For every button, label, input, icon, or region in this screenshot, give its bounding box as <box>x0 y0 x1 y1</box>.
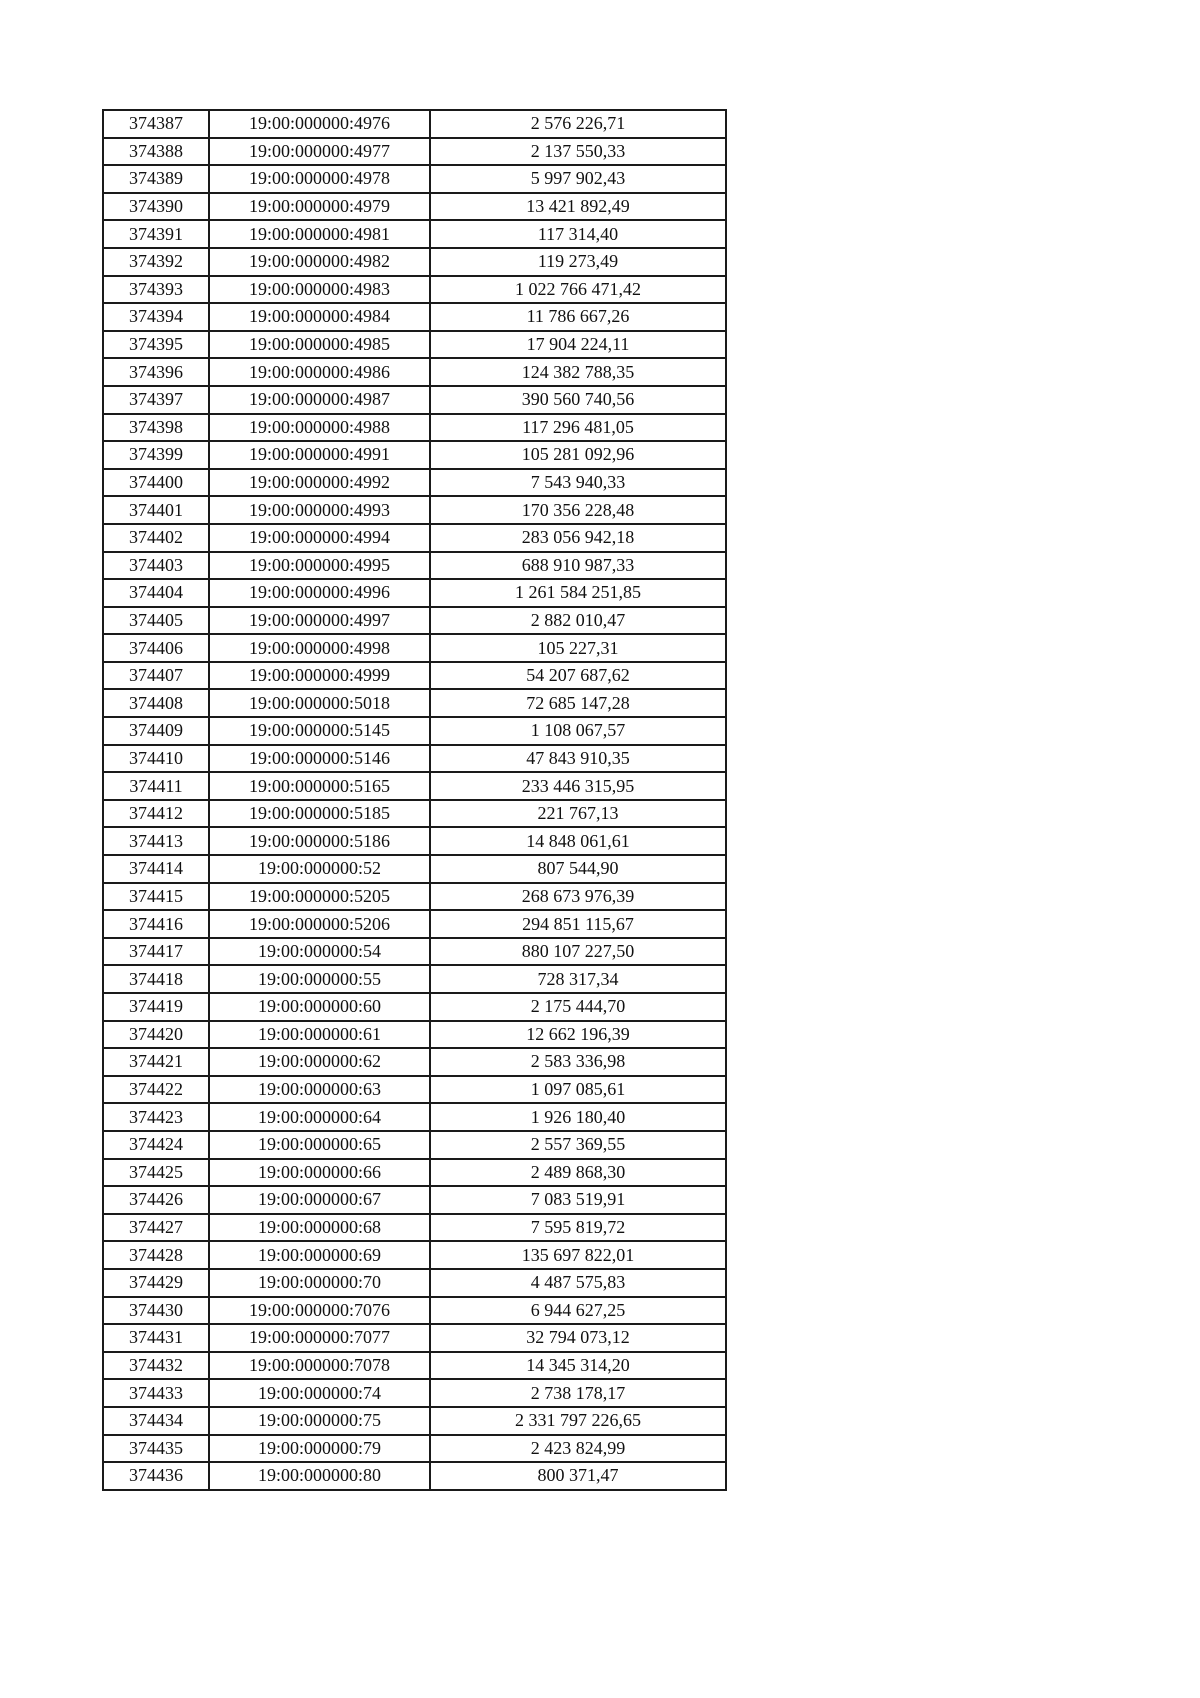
row-number-cell: 374429 <box>103 1269 209 1297</box>
cadastral-number-cell: 19:00:000000:74 <box>209 1379 430 1407</box>
row-number-cell: 374393 <box>103 276 209 304</box>
table-row <box>103 1103 726 1131</box>
cadastral-number-cell: 19:00:000000:62 <box>209 1048 430 1076</box>
value-cell: 233 446 315,95 <box>430 772 726 800</box>
row-number-cell: 374391 <box>103 220 209 248</box>
value-cell: 11 786 667,26 <box>430 303 726 331</box>
cadastral-number-cell: 19:00:000000:66 <box>209 1159 430 1187</box>
cadastral-number-cell: 19:00:000000:4988 <box>209 414 430 442</box>
row-number-cell: 374431 <box>103 1324 209 1352</box>
value-cell: 2 423 824,99 <box>430 1435 726 1463</box>
cadastral-number-cell: 19:00:000000:4978 <box>209 165 430 193</box>
value-cell: 72 685 147,28 <box>430 689 726 717</box>
cadastral-number-cell: 19:00:000000:67 <box>209 1186 430 1214</box>
value-cell: 807 544,90 <box>430 855 726 883</box>
row-number-cell: 374433 <box>103 1379 209 1407</box>
row-number-cell: 374419 <box>103 993 209 1021</box>
row-number-cell: 374432 <box>103 1352 209 1380</box>
row-number-cell: 374403 <box>103 552 209 580</box>
data-table <box>102 109 727 1491</box>
value-cell: 7 083 519,91 <box>430 1186 726 1214</box>
value-cell: 2 175 444,70 <box>430 993 726 1021</box>
value-cell: 294 851 115,67 <box>430 910 726 938</box>
row-number-cell: 374435 <box>103 1435 209 1463</box>
table-row <box>103 331 726 359</box>
value-cell: 1 022 766 471,42 <box>430 276 726 304</box>
table-row <box>103 1379 726 1407</box>
cadastral-number-cell: 19:00:000000:5146 <box>209 745 430 773</box>
table-row <box>103 745 726 773</box>
table-row <box>103 689 726 717</box>
cadastral-number-cell: 19:00:000000:4976 <box>209 110 430 138</box>
row-number-cell: 374424 <box>103 1131 209 1159</box>
table-row <box>103 1297 726 1325</box>
cadastral-number-cell: 19:00:000000:65 <box>209 1131 430 1159</box>
row-number-cell: 374426 <box>103 1186 209 1214</box>
value-cell: 2 576 226,71 <box>430 110 726 138</box>
value-cell: 2 738 178,17 <box>430 1379 726 1407</box>
cadastral-number-cell: 19:00:000000:7078 <box>209 1352 430 1380</box>
value-cell: 1 926 180,40 <box>430 1103 726 1131</box>
cadastral-number-cell: 19:00:000000:75 <box>209 1407 430 1435</box>
row-number-cell: 374397 <box>103 386 209 414</box>
row-number-cell: 374398 <box>103 414 209 442</box>
table-row <box>103 607 726 635</box>
value-cell: 54 207 687,62 <box>430 662 726 690</box>
row-number-cell: 374407 <box>103 662 209 690</box>
table-row <box>103 1241 726 1269</box>
cadastral-number-cell: 19:00:000000:7077 <box>209 1324 430 1352</box>
cadastral-number-cell: 19:00:000000:5206 <box>209 910 430 938</box>
row-number-cell: 374399 <box>103 441 209 469</box>
row-number-cell: 374402 <box>103 524 209 552</box>
value-cell: 2 583 336,98 <box>430 1048 726 1076</box>
row-number-cell: 374408 <box>103 689 209 717</box>
value-cell: 800 371,47 <box>430 1462 726 1490</box>
cadastral-number-cell: 19:00:000000:5165 <box>209 772 430 800</box>
value-cell: 2 489 868,30 <box>430 1159 726 1187</box>
value-cell: 4 487 575,83 <box>430 1269 726 1297</box>
row-number-cell: 374418 <box>103 965 209 993</box>
table-row <box>103 772 726 800</box>
value-cell: 7 595 819,72 <box>430 1214 726 1242</box>
row-number-cell: 374420 <box>103 1021 209 1049</box>
table-row <box>103 938 726 966</box>
value-cell: 117 296 481,05 <box>430 414 726 442</box>
row-number-cell: 374394 <box>103 303 209 331</box>
value-cell: 221 767,13 <box>430 800 726 828</box>
table-row <box>103 1021 726 1049</box>
cadastral-number-cell: 19:00:000000:61 <box>209 1021 430 1049</box>
cadastral-number-cell: 19:00:000000:69 <box>209 1241 430 1269</box>
value-cell: 13 421 892,49 <box>430 193 726 221</box>
row-number-cell: 374430 <box>103 1297 209 1325</box>
cadastral-number-cell: 19:00:000000:55 <box>209 965 430 993</box>
row-number-cell: 374411 <box>103 772 209 800</box>
cadastral-number-cell: 19:00:000000:60 <box>209 993 430 1021</box>
row-number-cell: 374405 <box>103 607 209 635</box>
table-row <box>103 800 726 828</box>
value-cell: 117 314,40 <box>430 220 726 248</box>
table-row <box>103 276 726 304</box>
table-row <box>103 496 726 524</box>
row-number-cell: 374414 <box>103 855 209 883</box>
table-row <box>103 358 726 386</box>
cadastral-number-cell: 19:00:000000:5185 <box>209 800 430 828</box>
row-number-cell: 374406 <box>103 634 209 662</box>
table-row <box>103 1462 726 1490</box>
cadastral-number-cell: 19:00:000000:4981 <box>209 220 430 248</box>
value-cell: 170 356 228,48 <box>430 496 726 524</box>
value-cell: 105 281 092,96 <box>430 441 726 469</box>
row-number-cell: 374388 <box>103 138 209 166</box>
table-row <box>103 165 726 193</box>
value-cell: 14 848 061,61 <box>430 827 726 855</box>
cadastral-number-cell: 19:00:000000:4982 <box>209 248 430 276</box>
row-number-cell: 374427 <box>103 1214 209 1242</box>
table-row <box>103 303 726 331</box>
value-cell: 1 097 085,61 <box>430 1076 726 1104</box>
value-cell: 17 904 224,11 <box>430 331 726 359</box>
row-number-cell: 374422 <box>103 1076 209 1104</box>
row-number-cell: 374423 <box>103 1103 209 1131</box>
cadastral-number-cell: 19:00:000000:4986 <box>209 358 430 386</box>
table-row <box>103 386 726 414</box>
value-cell: 2 137 550,33 <box>430 138 726 166</box>
cadastral-number-cell: 19:00:000000:4998 <box>209 634 430 662</box>
table-row <box>103 827 726 855</box>
table-row <box>103 883 726 911</box>
row-number-cell: 374409 <box>103 717 209 745</box>
cadastral-number-cell: 19:00:000000:80 <box>209 1462 430 1490</box>
row-number-cell: 374401 <box>103 496 209 524</box>
cadastral-number-cell: 19:00:000000:4996 <box>209 579 430 607</box>
table-body <box>103 110 726 1490</box>
row-number-cell: 374410 <box>103 745 209 773</box>
cadastral-number-cell: 19:00:000000:7076 <box>209 1297 430 1325</box>
table-row <box>103 138 726 166</box>
row-number-cell: 374412 <box>103 800 209 828</box>
cadastral-number-cell: 19:00:000000:5205 <box>209 883 430 911</box>
table-row <box>103 634 726 662</box>
row-number-cell: 374421 <box>103 1048 209 1076</box>
table-row <box>103 1076 726 1104</box>
cadastral-number-cell: 19:00:000000:5186 <box>209 827 430 855</box>
value-cell: 105 227,31 <box>430 634 726 662</box>
row-number-cell: 374404 <box>103 579 209 607</box>
cadastral-number-cell: 19:00:000000:52 <box>209 855 430 883</box>
value-cell: 1 261 584 251,85 <box>430 579 726 607</box>
table-row <box>103 1352 726 1380</box>
table-row <box>103 1435 726 1463</box>
cadastral-number-cell: 19:00:000000:4977 <box>209 138 430 166</box>
cadastral-number-cell: 19:00:000000:4979 <box>209 193 430 221</box>
cadastral-number-cell: 19:00:000000:70 <box>209 1269 430 1297</box>
row-number-cell: 374415 <box>103 883 209 911</box>
table-row <box>103 441 726 469</box>
table-row <box>103 469 726 497</box>
cadastral-number-cell: 19:00:000000:4992 <box>209 469 430 497</box>
table-row <box>103 110 726 138</box>
table-row <box>103 1048 726 1076</box>
cadastral-number-cell: 19:00:000000:4983 <box>209 276 430 304</box>
row-number-cell: 374387 <box>103 110 209 138</box>
cadastral-number-cell: 19:00:000000:79 <box>209 1435 430 1463</box>
row-number-cell: 374417 <box>103 938 209 966</box>
table-row <box>103 220 726 248</box>
row-number-cell: 374390 <box>103 193 209 221</box>
row-number-cell: 374416 <box>103 910 209 938</box>
value-cell: 124 382 788,35 <box>430 358 726 386</box>
table-row <box>103 1131 726 1159</box>
row-number-cell: 374428 <box>103 1241 209 1269</box>
table-row <box>103 579 726 607</box>
cadastral-number-cell: 19:00:000000:4997 <box>209 607 430 635</box>
cadastral-number-cell: 19:00:000000:4993 <box>209 496 430 524</box>
value-cell: 47 843 910,35 <box>430 745 726 773</box>
table-row <box>103 993 726 1021</box>
table-row <box>103 1214 726 1242</box>
value-cell: 135 697 822,01 <box>430 1241 726 1269</box>
value-cell: 2 331 797 226,65 <box>430 1407 726 1435</box>
cadastral-number-cell: 19:00:000000:4985 <box>209 331 430 359</box>
cadastral-number-cell: 19:00:000000:4984 <box>209 303 430 331</box>
table-row <box>103 524 726 552</box>
value-cell: 880 107 227,50 <box>430 938 726 966</box>
table-row <box>103 193 726 221</box>
row-number-cell: 374400 <box>103 469 209 497</box>
value-cell: 5 997 902,43 <box>430 165 726 193</box>
row-number-cell: 374395 <box>103 331 209 359</box>
table-row <box>103 1186 726 1214</box>
cadastral-number-cell: 19:00:000000:68 <box>209 1214 430 1242</box>
cadastral-number-cell: 19:00:000000:5018 <box>209 689 430 717</box>
value-cell: 7 543 940,33 <box>430 469 726 497</box>
row-number-cell: 374389 <box>103 165 209 193</box>
table-row <box>103 662 726 690</box>
value-cell: 2 557 369,55 <box>430 1131 726 1159</box>
value-cell: 1 108 067,57 <box>430 717 726 745</box>
table-row <box>103 1407 726 1435</box>
value-cell: 119 273,49 <box>430 248 726 276</box>
cadastral-number-cell: 19:00:000000:54 <box>209 938 430 966</box>
row-number-cell: 374436 <box>103 1462 209 1490</box>
cadastral-number-cell: 19:00:000000:4999 <box>209 662 430 690</box>
row-number-cell: 374434 <box>103 1407 209 1435</box>
cadastral-number-cell: 19:00:000000:64 <box>209 1103 430 1131</box>
table-row <box>103 910 726 938</box>
cadastral-number-cell: 19:00:000000:63 <box>209 1076 430 1104</box>
table-row <box>103 717 726 745</box>
value-cell: 390 560 740,56 <box>430 386 726 414</box>
value-cell: 6 944 627,25 <box>430 1297 726 1325</box>
cadastral-number-cell: 19:00:000000:4991 <box>209 441 430 469</box>
table-row <box>103 855 726 883</box>
cadastral-number-cell: 19:00:000000:4995 <box>209 552 430 580</box>
row-number-cell: 374392 <box>103 248 209 276</box>
row-number-cell: 374413 <box>103 827 209 855</box>
table-row <box>103 414 726 442</box>
cadastral-number-cell: 19:00:000000:5145 <box>209 717 430 745</box>
value-cell: 283 056 942,18 <box>430 524 726 552</box>
value-cell: 728 317,34 <box>430 965 726 993</box>
table-row <box>103 248 726 276</box>
table-row <box>103 1324 726 1352</box>
cadastral-number-cell: 19:00:000000:4987 <box>209 386 430 414</box>
row-number-cell: 374425 <box>103 1159 209 1187</box>
table-row <box>103 552 726 580</box>
table-row <box>103 965 726 993</box>
table-row <box>103 1159 726 1187</box>
value-cell: 2 882 010,47 <box>430 607 726 635</box>
value-cell: 12 662 196,39 <box>430 1021 726 1049</box>
value-cell: 688 910 987,33 <box>430 552 726 580</box>
value-cell: 268 673 976,39 <box>430 883 726 911</box>
cadastral-number-cell: 19:00:000000:4994 <box>209 524 430 552</box>
table-row <box>103 1269 726 1297</box>
value-cell: 32 794 073,12 <box>430 1324 726 1352</box>
value-cell: 14 345 314,20 <box>430 1352 726 1380</box>
row-number-cell: 374396 <box>103 358 209 386</box>
